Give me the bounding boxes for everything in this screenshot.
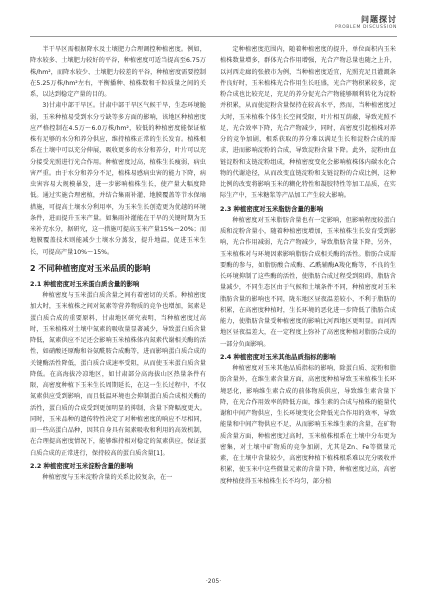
paragraph: 种植密度与玉米蛋白质含量之间有着密切的关系。种植密度加大时，玉米植株之间对氮素等营养物质的竞争也增加，氮素是蛋白质合成的重要原料，甘肃地区研究表明，当种植密度过高时，玉米植株对土壤中氮素的吸收量显著减少，导致蛋白质含量降低，氮素供应不足还会影响玉米植株体内氮素代谢相关酶的活性，如硝酸还原酶和谷氨酰胺合成酶等，进而影响蛋白质合成的关键酶活性降低，蛋白质合成速率受阻，从而使玉米蛋白质含量降低。在高海拔冷凉地区，如甘肃部分高海拔山区热量条件有限，高密度种植下玉米生长周期延长，在这一生长过程中，不仅氮素供应受到影响，而且低温环境也会抑制蛋白质合成相关酶的活性，蛋白质的合成受到更加明显的抑制，含量下降幅度更大。同时，玉米品种的遗传特性决定了对种植密度的响应不尽相同，而一些高蛋白品种，因其自身具有氮素吸收和利用的高效机制，在合理提高密度情况下，能够维持相对稳定的氮素供应，保证蛋白质合成的正常进行，保持较高的蛋白质含量[1]。 [30,292,206,457]
paragraph: 3)甘肃中部干旱区。甘肃中部干旱区气候干旱，生态环境脆弱，玉米种植易受到水分亏缺等多方面的影响，该地区种植密度应严格控制在4.5万～6.0万株/hm²，较低的种植密度能保证植株有足够的水分和养分供应，维持植株正常的生长发育。植株根系在土壤中可以充分伸展，吸收更多的水分和养分，叶片可以充分接受光照进行光合作用。种植密度过高，植株生长瘦弱，病虫害严重。由于水分和养分不足，植株易感病虫害的能力下降，病虫害容易大规模暴发，进一步影响植株生长，使产量大幅度降低。通过实施合理密植，并结合集雨补灌、地膜覆盖等节水保墒措施，可提高土壤水分利用率，为玉米生长创造更为优越的环境条件，进而提升玉米产量。如集雨补灌能在干旱的关键时期为玉米补充水分，据研究，这一措施可提高玉米产量15%～20%；而地膜覆盖技术则能减少土壤水分蒸发，提升地温，促进玉米生长，可提高产量10%～15%。 [30,102,207,256]
column-title: 问题探讨 [361,15,397,24]
paragraph: 种植密度对玉米其他品质指标的影响，除蛋白质、淀粉和脂肪含量外，在维生素含量方面，高密度种植导致玉米植株生长环境恶化，影响维生素合成的前体物质供应，导致维生素含量下降，在光合作用效率的降低方面，维生素的合成与植株的能量代谢和中间产物供应，生长环境变化会降低光合作用的效率，导致能量和中间产物供应不足，从而影响玉米维生素的含量，在矿物质含量方面，种植密度过高时，玉米植株根系在土壤中分布更为密集，对土壤中矿物质的竞争加剧，尤其是Zn、Fe等微量元素，在土壤中含量较少，高密度种植下植株根系难以充分吸收并积累，使玉米中这些微量元素的含量下降，种植密度过高，高密度种植使得玉米植株生长不均匀，部分植 [220,365,396,485]
paragraph: 种植密度与玉米淀粉含量的关系比较复杂，在一 [42,474,173,481]
section-heading: 2 不同种植密度对玉米品质的影响 [30,263,151,273]
paragraph: 定种植密度范围内，随着种植密度的提升，单位面积内玉米植株数量增多，群体光合作用增强，光合产物总量也随之上升，以河西走廊的张掖市为例，当种植密度适宜，光照充足且灌溉条件良好时，玉米植株光合作用生长旺盛，光合产物积累较多，淀粉合成也比较充足，充足的养分促光合产物能够顺利转化为淀粉并积累，从而使淀粉含量保持在较高水平，然而，当种植密度过大时，玉米植株个体生长空间受限，叶片相互荫蔽，导致光照不足，光合效率下降，光合产物减少，同时，高密度引起植株对养分的竞争加剧，根系获取的养分难以满足生长和淀粉合成的需求，进而影响淀粉的合成，导致淀粉含量下降。此外，淀粉由直链淀粉和支链淀粉组成，种植密度变化会影响植株体内碳水化合物的代谢途径，从而改变直链淀粉和支链淀粉的合成比例，这种比例的改变将影响玉米的糊化特性和凝胶特性等加工品质，在实际生产中，玉米糖浆等产品加工产生较大影响。 [220,46,396,200]
paragraph: 半干旱区需根据降水及土壤肥力合理调控种植密度。例如，降水较多、土壤肥力较好的平谷，种植密度可适当提高至6.75万株/hm²，而降水较少、土壤肥力较差的平谷，种植密度需要控制在5.25万株/hm²左右，平衡播种、植株数和千粒质量之间的关系，以达到稳定产量的目的。 [30,46,206,98]
subsection-heading: 2.4 种植密度对玉米其他品质指标的影响 [220,352,336,361]
right-column [220,44,396,487]
subsection-heading: 2.3 种植密度对玉米脂肪含量的影响 [220,204,324,213]
subsection-heading: 2.1 种植密度对玉米蛋白质含量的影响 [30,279,140,288]
subsection-heading: 2.2 种植密度对玉米淀粉含量的影响 [30,461,134,470]
page-header [30,14,397,37]
left-column [30,44,206,483]
paragraph: 种植密度对玉米脂肪含量也有一定影响，但影响程度较蛋白质和淀粉含量小，随着种植密度增加，玉米植株生长发育受到影响，光合作用减弱，光合产物减少，导致脂肪含量下降，另外，玉米植株对与环境因素影响脂肪合成相关酶的活性。脂肪合成需要酶的参与，如脂肪酸合成酶、乙酰辅酶A羧化酶等，不良的生长环境抑制了这些酶的活性，使脂肪合成过程受到阻碍，脂肪含量减少，不同生态区由于气候和土壤条件不同，种植密度对玉米脂肪含量的影响也不同，陇东地区昼夜温差较小，不利于脂肪的积累，在高密度种植时，生长环境的恶化进一步降低了脂肪合成能力，使脂肪含量受种植密度的影响比河西地区更明显。而河西地区昼夜温差大，在一定程度上弥补了高密度种植对脂肪合成的一部分负面影响。 [220,216,396,348]
page-number: ·205· [205,578,222,585]
column-title-en: PROBLEM DISCUSSION [335,25,397,30]
